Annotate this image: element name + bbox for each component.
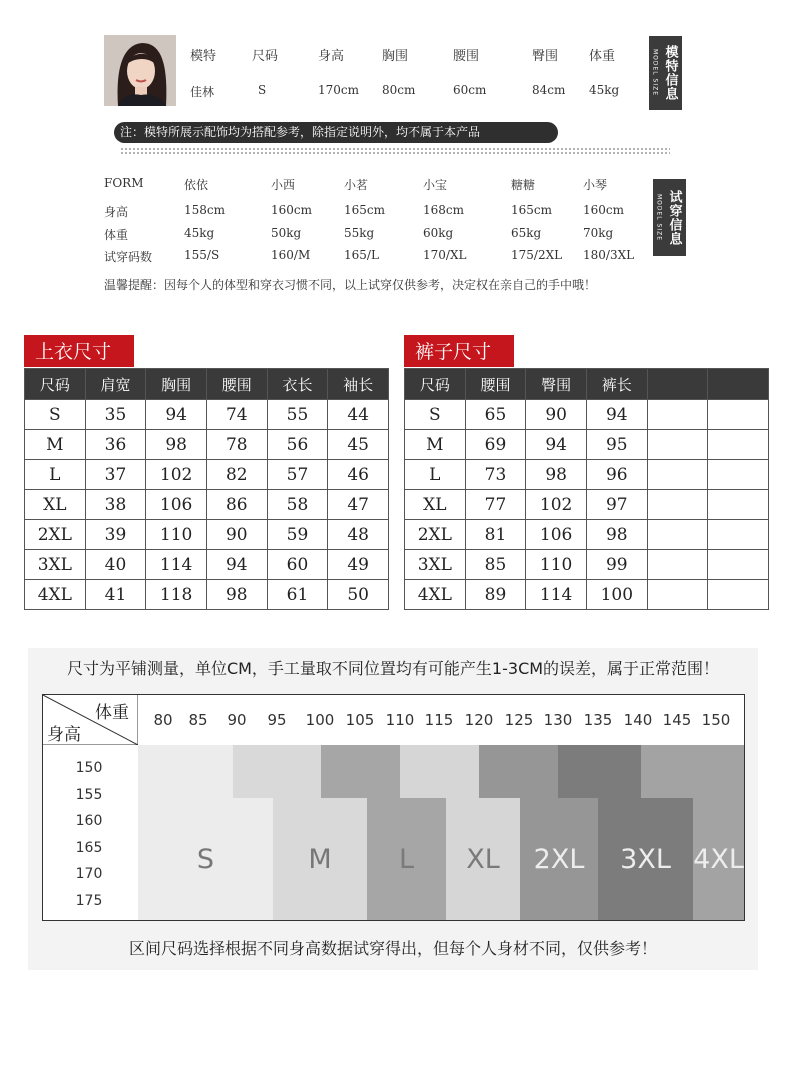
pants-size-title: 裤子尺寸	[404, 335, 514, 367]
top-size-row	[25, 550, 389, 580]
height-tick-1: 155	[75, 786, 103, 803]
pants-size-cell: 77	[465, 490, 526, 520]
pants-size-cell: 94	[526, 430, 587, 460]
height-tick-3: 165	[75, 839, 103, 856]
size-label-s: S	[196, 843, 215, 875]
model-header-5: 臀围	[532, 49, 559, 64]
pants-size-cell: 89	[465, 580, 526, 610]
band-e	[479, 745, 558, 798]
top-size-header-5: 袖长	[328, 369, 389, 400]
pants-size-row	[405, 550, 769, 580]
tryon-cell-0-1: 依依	[184, 178, 209, 192]
pants-size-cell	[647, 550, 708, 580]
tryon-cell-1-4: 168cm	[423, 203, 465, 217]
pants-size-cell	[708, 460, 769, 490]
top-size-row	[25, 520, 389, 550]
pants-size-cell: 100	[586, 580, 647, 610]
top-size-cell: 60	[267, 550, 328, 580]
pants-size-cell	[708, 490, 769, 520]
pants-size-cell: XL	[405, 490, 466, 520]
top-size-cell: 78	[206, 430, 267, 460]
pants-size-cell: 94	[586, 400, 647, 430]
top-size-row	[25, 490, 389, 520]
tryon-cell-3-0: 试穿码数	[104, 250, 153, 264]
tryon-cell-3-1: 155/S	[184, 248, 220, 262]
weight-tick-12: 140	[623, 711, 653, 729]
tryon-cell-0-3: 小茗	[344, 178, 369, 192]
top-size-cell: 90	[206, 520, 267, 550]
pants-size-cell	[708, 550, 769, 580]
top-size-row	[25, 580, 389, 610]
size-label-l: L	[398, 843, 415, 875]
pants-size-cell	[708, 580, 769, 610]
top-size-cell: 106	[146, 490, 207, 520]
size-label-4xl: 4XL	[693, 843, 744, 875]
weight-tick-4: 100	[305, 711, 335, 729]
pants-size-cell: 106	[526, 520, 587, 550]
tryon-cell-2-4: 60kg	[423, 226, 454, 240]
tryon-cell-2-5: 65kg	[511, 226, 542, 240]
top-size-cell: 61	[267, 580, 328, 610]
top-size-header-3: 腰围	[206, 369, 267, 400]
model-info-tag-en: MODEL SIZE	[651, 49, 659, 97]
top-size-cell: 48	[328, 520, 389, 550]
pants-size-header-4	[647, 369, 708, 400]
model-header-4: 腰围	[453, 49, 480, 64]
size-block-2xl	[520, 798, 598, 920]
pants-size-header-3: 裤长	[586, 369, 647, 400]
model-header-2: 身高	[318, 49, 345, 64]
top-size-cell: 82	[206, 460, 267, 490]
top-size-cell: 44	[328, 400, 389, 430]
top-size-cell: 45	[328, 430, 389, 460]
top-size-title: 上衣尺寸	[24, 335, 134, 367]
accessory-note: 注：模特所展示配饰均为搭配参考，除指定说明外，均不属于本产品	[114, 122, 558, 143]
weight-tick-13: 145	[662, 711, 692, 729]
top-size-header-1: 肩宽	[85, 369, 146, 400]
top-size-cell: 3XL	[25, 550, 86, 580]
top-size-cell: 35	[85, 400, 146, 430]
top-size-row	[25, 430, 389, 460]
pants-size-cell: 85	[465, 550, 526, 580]
top-size-cell: 55	[267, 400, 328, 430]
pants-size-cell: M	[405, 430, 466, 460]
pants-size-cell	[647, 460, 708, 490]
top-size-cell: 39	[85, 520, 146, 550]
tryon-info-tag-cn: 试穿信息	[666, 189, 682, 246]
tryon-cell-0-0: FORM	[104, 176, 144, 190]
pants-size-cell: 98	[586, 520, 647, 550]
pants-size-cell: 99	[586, 550, 647, 580]
size-block-s	[138, 798, 273, 920]
top-size-cell: 46	[328, 460, 389, 490]
model-header-6: 体重	[589, 49, 616, 64]
band-a	[138, 745, 233, 798]
size-block-3xl	[598, 798, 693, 920]
pants-size-cell	[647, 580, 708, 610]
top-size-cell: 38	[85, 490, 146, 520]
weight-tick-10: 130	[543, 711, 573, 729]
tryon-cell-3-3: 165/L	[344, 248, 379, 262]
band-c	[321, 745, 400, 798]
tryon-cell-2-2: 50kg	[271, 226, 302, 240]
size-block-xl	[446, 798, 520, 920]
height-tick-4: 170	[75, 866, 103, 883]
pants-size-cell: 114	[526, 580, 587, 610]
pants-size-row	[405, 520, 769, 550]
pants-size-header-row	[405, 369, 769, 400]
pants-size-header-1: 腰围	[465, 369, 526, 400]
band-f	[558, 745, 641, 798]
top-size-cell: 37	[85, 460, 146, 490]
tryon-cell-1-1: 158cm	[184, 203, 226, 217]
tryon-cell-0-5: 糖糖	[511, 178, 536, 192]
pants-size-cell: 90	[526, 400, 587, 430]
pants-size-cell: 102	[526, 490, 587, 520]
tryon-tip: 温馨提醒：因每个人的体型和穿衣习惯不同，以上试穿仅供参考，决定权在亲自己的手中哦！	[104, 278, 597, 292]
model-value-5: 84cm	[532, 83, 566, 97]
top-size-cell: S	[25, 400, 86, 430]
top-size-cell: 98	[206, 580, 267, 610]
height-tick-0: 150	[75, 760, 103, 776]
height-tick-5: 175	[75, 893, 103, 909]
weight-tick-14: 150	[701, 711, 731, 729]
top-size-cell: 49	[328, 550, 389, 580]
size-block-l	[367, 798, 446, 920]
pants-size-row	[405, 400, 769, 430]
top-size-cell: 40	[85, 550, 146, 580]
tryon-cell-1-6: 160cm	[583, 203, 625, 217]
band-b	[233, 745, 321, 798]
tryon-cell-2-6: 70kg	[583, 226, 614, 240]
pants-size-cell: S	[405, 400, 466, 430]
model-header-0: 模特	[190, 49, 217, 64]
top-size-cell: L	[25, 460, 86, 490]
pants-size-cell: 110	[526, 550, 587, 580]
top-size-header-4: 衣长	[267, 369, 328, 400]
weight-tick-0: 80	[153, 711, 173, 729]
tryon-cell-0-4: 小宝	[423, 178, 448, 192]
tryon-cell-2-0: 体重	[104, 228, 129, 242]
top-size-header-0: 尺码	[25, 369, 86, 400]
top-size-cell: 50	[328, 580, 389, 610]
pants-size-table	[404, 368, 769, 610]
top-size-table	[24, 368, 389, 610]
size-label-2xl: 2XL	[533, 843, 585, 875]
model-header-1: 尺码	[252, 49, 279, 64]
top-size-cell: 2XL	[25, 520, 86, 550]
pants-size-row	[405, 460, 769, 490]
model-value-2: 170cm	[318, 83, 360, 97]
pants-size-cell	[708, 520, 769, 550]
tryon-cell-3-6: 180/3XL	[583, 248, 635, 262]
tryon-cell-3-5: 175/2XL	[511, 248, 563, 262]
weight-tick-5: 105	[345, 711, 375, 729]
top-size-cell: 94	[206, 550, 267, 580]
pants-size-cell	[647, 430, 708, 460]
top-size-cell: 110	[146, 520, 207, 550]
corner-weight-label: 体重	[95, 703, 129, 723]
top-size-cell: 41	[85, 580, 146, 610]
size-block-4xl	[693, 798, 744, 920]
weight-tick-9: 125	[504, 711, 534, 729]
model-value-0: 佳林	[190, 85, 215, 99]
weight-tick-8: 120	[464, 711, 494, 729]
model-info-tag	[649, 36, 682, 110]
pants-size-cell: 3XL	[405, 550, 466, 580]
pants-size-cell	[647, 400, 708, 430]
pants-size-cell: 95	[586, 430, 647, 460]
pants-size-cell: 81	[465, 520, 526, 550]
top-size-header-row	[25, 369, 389, 400]
top-size-header-2: 胸围	[146, 369, 207, 400]
top-size-cell: 74	[206, 400, 267, 430]
top-size-row	[25, 460, 389, 490]
top-size-cell: 86	[206, 490, 267, 520]
model-photo	[104, 35, 176, 106]
pants-size-cell	[647, 490, 708, 520]
pants-size-cell: 73	[465, 460, 526, 490]
pants-size-cell: 65	[465, 400, 526, 430]
pants-size-header-5	[708, 369, 769, 400]
top-size-cell: 36	[85, 430, 146, 460]
top-size-cell: 59	[267, 520, 328, 550]
model-value-3: 80cm	[382, 83, 416, 97]
top-size-row	[25, 400, 389, 430]
model-header-3: 胸围	[382, 49, 409, 64]
size-chart-footer: 区间尺码选择根据不同身高数据试穿得出，但每个人身材不同，仅供参考！	[128, 939, 657, 958]
pants-size-cell: 98	[526, 460, 587, 490]
weight-tick-6: 110	[385, 711, 415, 729]
weight-tick-2: 90	[227, 711, 247, 729]
tryon-cell-1-2: 160cm	[271, 203, 313, 217]
pants-size-row	[405, 580, 769, 610]
top-size-cell: M	[25, 430, 86, 460]
band-g	[641, 745, 744, 798]
size-label-m: M	[308, 843, 332, 875]
weight-tick-3: 95	[267, 711, 287, 729]
model-value-6: 45kg	[589, 83, 620, 97]
tryon-cell-1-0: 身高	[104, 205, 129, 219]
pants-size-row	[405, 490, 769, 520]
pants-size-cell: 4XL	[405, 580, 466, 610]
top-size-cell: 102	[146, 460, 207, 490]
model-value-1: S	[258, 83, 267, 97]
tryon-cell-3-4: 170/XL	[423, 248, 467, 262]
top-size-cell: 114	[146, 550, 207, 580]
top-size-cell: 98	[146, 430, 207, 460]
size-label-xl: XL	[466, 843, 500, 875]
top-size-cell: 58	[267, 490, 328, 520]
dotted-divider	[120, 147, 670, 155]
pants-size-row	[405, 430, 769, 460]
top-size-cell: XL	[25, 490, 86, 520]
weight-tick-7: 115	[424, 711, 454, 729]
tryon-cell-2-1: 45kg	[184, 226, 215, 240]
band-d	[400, 745, 479, 798]
size-chart-heading: 尺寸为平铺测量，单位CM，手工量取不同位置均有可能产生1-3CM的误差，属于正常范围！	[66, 659, 720, 678]
pants-size-header-2: 臀围	[526, 369, 587, 400]
pants-size-cell: 69	[465, 430, 526, 460]
size-label-3xl: 3XL	[620, 843, 671, 875]
tryon-cell-0-6: 小琴	[583, 178, 608, 192]
tryon-info-tag-en: MODEL SIZE	[655, 193, 663, 242]
pants-size-header-0: 尺码	[405, 369, 466, 400]
top-size-cell: 118	[146, 580, 207, 610]
tryon-cell-3-2: 160/M	[271, 248, 311, 262]
tryon-cell-2-3: 55kg	[344, 226, 375, 240]
pants-size-cell	[708, 400, 769, 430]
weight-tick-11: 135	[583, 711, 613, 729]
top-size-cell: 94	[146, 400, 207, 430]
corner-height-label: 身高	[47, 725, 81, 745]
height-tick-2: 160	[75, 813, 103, 830]
top-size-cell: 56	[267, 430, 328, 460]
size-block-m	[273, 798, 367, 920]
pants-size-cell: 97	[586, 490, 647, 520]
pants-size-cell	[708, 430, 769, 460]
pants-size-cell: 96	[586, 460, 647, 490]
pants-size-cell: 2XL	[405, 520, 466, 550]
tryon-cell-1-5: 165cm	[511, 203, 553, 217]
top-size-cell: 47	[328, 490, 389, 520]
model-info-tag-cn: 模特信息	[662, 45, 678, 101]
top-size-cell: 57	[267, 460, 328, 490]
pants-size-cell: L	[405, 460, 466, 490]
tryon-info-tag	[653, 179, 686, 256]
tryon-cell-0-2: 小西	[271, 178, 296, 192]
weight-tick-1: 85	[188, 711, 208, 729]
pants-size-cell	[647, 520, 708, 550]
model-value-4: 60cm	[453, 83, 487, 97]
top-size-cell: 4XL	[25, 580, 86, 610]
tryon-cell-1-3: 165cm	[344, 203, 386, 217]
